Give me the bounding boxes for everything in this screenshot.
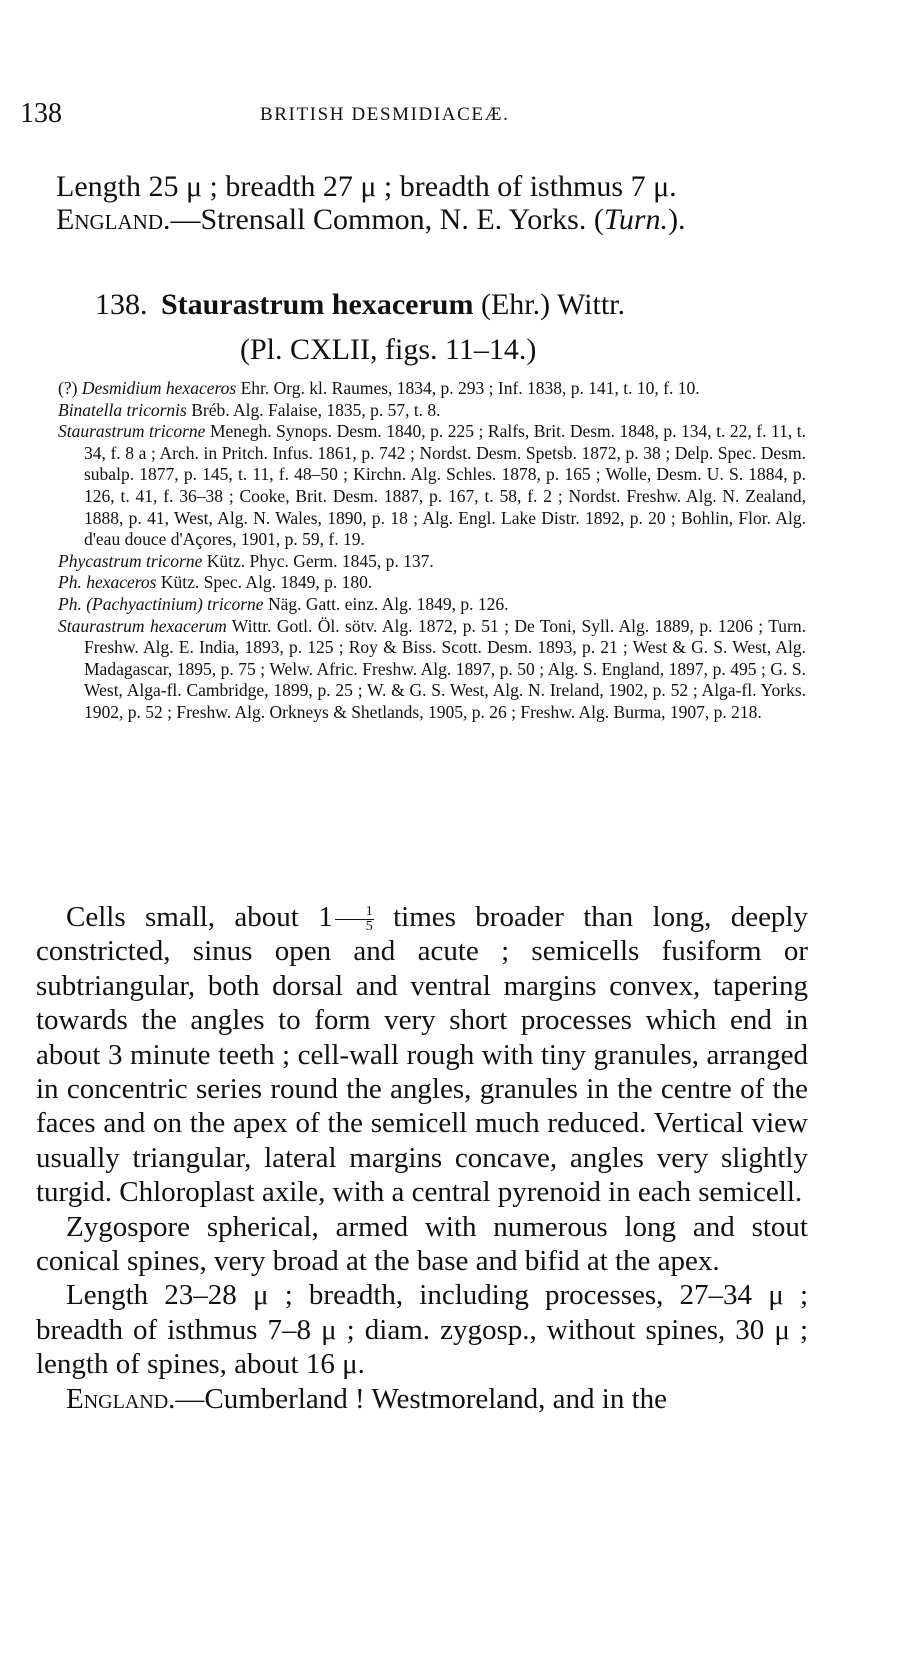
description-cells (36, 900, 808, 1210)
synonym-entry (58, 616, 806, 724)
synonym-entry (58, 421, 806, 551)
locality-label: England. (56, 203, 171, 236)
synonym-taxon: Desmidium hexaceros (81, 378, 237, 398)
description-locality (36, 1382, 808, 1416)
synonym-taxon: Phycastrum tricorne (58, 550, 203, 571)
synonymy-list (58, 378, 806, 724)
locality-author: Turn. (603, 203, 669, 236)
locality-text: —Strensall Common, N. E. Yorks. ( (170, 203, 604, 236)
synonym-taxon: Ph. hexaceros (58, 572, 157, 593)
synonym-refs: Bréb. Alg. Falaise, 1835, p. 57, t. 8. (186, 399, 441, 420)
description-measurements: Length 23–28 μ ; breadth, including processes, 27–34 μ ; breadth of isthmus 7–8 μ ; diam. zygosp., without spines, 30 μ ; length of spines, about 16 μ. (36, 1279, 808, 1381)
running-head: BRITISH DESMIDIACEÆ. (260, 104, 510, 125)
synonym-entry (58, 378, 806, 400)
synonym-entry (58, 594, 806, 616)
description-zygospore: Zygospore spherical, armed with numerous long and stout conical spines, very broad at the base and bifid at the apex. (36, 1210, 808, 1278)
species-name: Staurastrum hexacerum (161, 288, 474, 321)
fraction-denominator: 5 (365, 918, 373, 934)
species-author: (Ehr.) Wittr. (480, 288, 626, 321)
synonym-refs: Näg. Gatt. einz. Alg. 1849, p. 126. (263, 593, 509, 614)
species-description (36, 900, 808, 1416)
synonym-entry (58, 551, 806, 573)
synonym-taxon: Ph. (Pachyactinium) tricorne (58, 593, 264, 614)
previous-locality (56, 203, 856, 236)
description-cells-start: Cells small, about 1 (66, 901, 333, 933)
synonym-refs: Kütz. Spec. Alg. 1849, p. 180. (156, 572, 373, 593)
fraction-numerator: 1 (335, 905, 374, 920)
previous-measurements: Length 25 μ ; breadth 27 μ ; breadth of isthmus 7 μ. (56, 170, 677, 203)
synonym-refs: Wittr. Gotl. Öl. sötv. Alg. 1872, p. 51 ; De Toni, Syll. Alg. 1889, p. 1206 ; Turn. Freshw. Alg. E. India, 1893, p. 125 ; Roy & Biss. Scott. Desm. 1893, p. 21 ; West & G. S. West, Alg. Madagascar, 1895, p. 75 ; Welw. Afric. Freshw. Alg. 1897, p. 50 ; Alg. S. England, 1897, p. 495 ; G. S. West, Alga-fl. Cambridge, 1899, p. 25 ; W. & G. S. West, Alg. N. Ireland, 1902, p. 52 ; Alga-fl. Yorks. 1902, p. 52 ; Freshw. Alg. Orkneys & Shetlands, 1905, p. 26 ; Freshw. Alg. Burma, 1907, p. 218. (84, 615, 806, 722)
locality-label: England. (66, 1382, 176, 1415)
fraction (335, 905, 374, 934)
synonym-taxon: Staurastrum tricorne (58, 421, 206, 442)
page-header (20, 98, 860, 138)
page-number: 138 (20, 98, 62, 129)
synonym-refs: Kütz. Phyc. Germ. 1845, p. 137. (202, 550, 434, 571)
synonym-taxon: Staurastrum hexacerum (58, 615, 227, 636)
synonym-entry (58, 572, 806, 594)
synonym-refs: Menegh. Synops. Desm. 1840, p. 225 ; Ralfs, Brit. Desm. 1848, p. 134, t. 22, f. 11, t. 34, f. 8 a ; Arch. in Pritch. Infus. 1861, p. 742 ; Nordst. Desm. Spetsb. 1872, p. 38 ; Delp. Spec. Desm. subalp. 1877, p. 145, t. 11, f. 48–50 ; Kirchn. Alg. Schles. 1878, p. 165 ; Wolle, Desm. U. S. 1884, p. 126, t. 41, f. 36–38 ; Cooke, Brit. Desm. 1887, p. 167, t. 58, f. 2 ; Nordst. Freshw. Alg. N. Zealand, 1888, p. 41, West, Alg. N. Wales, 1890, p. 18 ; Alg. Engl. Lake Distr. 1892, p. 20 ; Bohlin, Flor. Alg. d'eau douce d'Açores, 1901, p. 59, f. 19. (84, 421, 806, 550)
species-number: 138. (95, 288, 148, 321)
synonym-refs: Ehr. Org. kl. Raumes, 1834, p. 293 ; Inf. 1838, p. 141, t. 10, f. 10. (236, 378, 700, 398)
plate-reference: (Pl. CXLII, figs. 11–14.) (240, 333, 537, 366)
synonym-entry (58, 400, 806, 422)
description-cells-rest: times broader than long, deeply constricted, sinus open and acute ; semicells fusiform or subtriangular, both dorsal and ventral margins convex, tapering towards the angles to form very short processes which end in about 3 minute teeth ; cell-wall rough with tiny granules, arranged in concentric series round the angles, granules in the centre of the faces and on the apex of the semicell much reduced. Vertical view usually triangular, lateral margins concave, angles very slightly turgid. Chloroplast axile, with a central pyrenoid in each semicell. (36, 901, 808, 1209)
locality-end: ). (668, 203, 686, 236)
synonym-taxon: Binatella tricornis (58, 399, 187, 420)
previous-entry (56, 170, 856, 236)
synonym-prefix: (?) (58, 378, 82, 398)
locality-text: —Cumberland ! Westmoreland, and in the (175, 1382, 668, 1415)
species-heading (95, 288, 625, 322)
